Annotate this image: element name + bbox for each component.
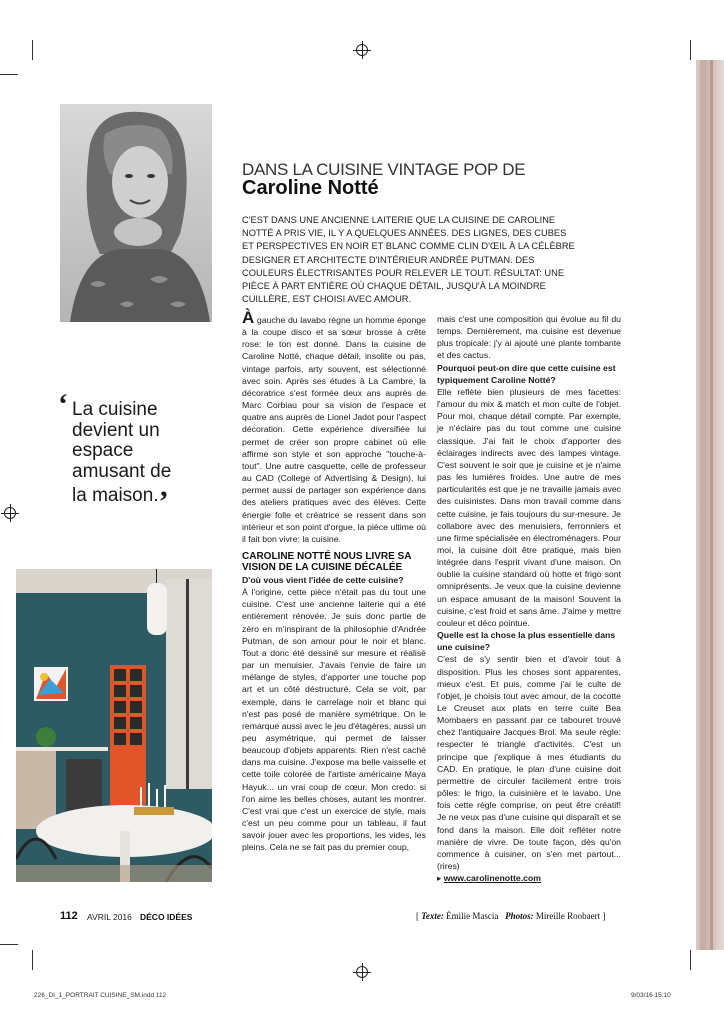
- page-number: 112: [60, 910, 78, 922]
- crop-mark: [0, 944, 18, 945]
- credits-text-author: Émilie Mascia: [446, 911, 499, 921]
- body-column-2: [437, 313, 621, 884]
- pull-quote-text: La cuisine devient un espace amusant de la maison.: [72, 399, 172, 506]
- interview-answer: mais c'est une composition qui évolue au fil du temps. Dernièrement, ma cuisine est devenue plus tropicale: j'y ai ajouté une plante tombante et des cactus.: [437, 314, 621, 361]
- credits-photo-label: Photos:: [505, 911, 534, 921]
- credits-text-label: Texte:: [421, 911, 444, 921]
- print-slug-date: 9/03/16 15:10: [631, 992, 671, 999]
- crop-mark: [32, 950, 33, 970]
- quote-close-mark: ’: [158, 485, 169, 518]
- pull-quote: [58, 388, 190, 518]
- article-credits: [416, 911, 605, 921]
- credits-photo-author: Mireille Roobaert: [535, 911, 601, 921]
- drop-cap: À: [242, 308, 255, 327]
- quote-open-mark: ‘: [58, 388, 68, 421]
- kitchen-photo: [16, 569, 212, 882]
- crop-mark: [690, 40, 691, 60]
- body-paragraph: gauche du lavabo règne un homme éponge à la coupe disco et sa sœur brosse à crête rose: le ton est donné. Dans la cuisine de Caroline Notté, chaque détail, insolite ou pas, vintage parfois, arty souvent, est sélectionné avec soin. Après ses études à La Cambre, la décoratrice s'est formée deux ans auprès de Marc Corbiau pour sa vision de l'espace et quatre ans auprès de Lionel Jadot pour l'aspect décoration. Cette expérience diversifiée lui permet de créer son propre cabinet où elle affirme son style et son approche "touche-à-tout". Une autre casquette, celle de professeur au CAD (College of Advertising & Design), lui permet aussi de partager son expérience dans des ateliers pratiques avec des élèves. Cette énergie folle et créatrice se ressent dans son intérieur et son point d'orgue, la pièce ultime où il fait bon vivre: la cuisine.: [242, 315, 426, 544]
- crop-mark: [690, 950, 691, 970]
- arrow-icon: ▸: [437, 873, 442, 884]
- website-link[interactable]: www.carolinenotte.com: [443, 873, 541, 884]
- interview-question: D'où vous vient l'idée de cette cuisine?: [242, 574, 404, 585]
- issue-date: AVRIL 2016: [87, 912, 132, 922]
- credits-bracket-close: ]: [602, 911, 606, 921]
- article-intro: C'EST DANS UNE ANCIENNE LAITERIE QUE LA CUISINE DE CAROLINE NOTTÉ A PRIS VIE, IL Y A QUELQUES ANNÉES. DES LIGNES, DES CUBES ET PERSPECTIVES EN NOIR ET BLANC COMME CLIN D'ŒIL À LA CÉLÈBRE DESIGNER ET ARCHITECTE D'INTÉRIEUR ANDRÉE PUTMAN. DES COULEURS ÉLECTRISANTES POUR RELEVER LE TOUT. RÉSULTAT: UNE PIÈCE À PART ENTIÈRE OÙ CHAQUE DÉTAIL, JUSQU'À LA MOINDRE CUILLÈRE, EST CHOISI AVEC AMOUR.: [242, 215, 575, 305]
- interview-answer: À l'origine, cette pièce n'était pas du tout une cuisine. C'est une ancienne laiterie qui a été entièrement rénovée. Je suis donc partie de zéro en m'inspirant de la philosophie d'Andrée Putman, de son amour pour le noir et blanc. Tout a donc été dessiné sur mesure et réalisé par un menuisier. J'avais l'envie de faire un mélange de styles, d'apporter une touche pop art et un côté déstructuré. Cela se voit, par exemple, dans le carrelage noir et blanc qui n'est pas posé de manière symétrique. On le remarque aussi avec le jeu d'étagères, aussi un peu asymétrique, qui permet de laisser beaucoup d'objets apparents. Rien n'est caché dans ma cuisine. J'expose ma belle vaisselle et cette toile colorée de l'artiste américaine Maya Hayuk... un vrai coup de cœur. Mon credo: si l'on aime les belles choses, autant les montrer. C'est vrai que c'est un exercice de style, mais c'est un peu comme pour un tableau, il faut savoir jouer avec les proportions, les vides, les pleins. Cela ne se fait pas du premier coup,: [242, 587, 426, 853]
- registration-mark-icon: [356, 44, 368, 56]
- credits-bracket-open: [: [416, 911, 419, 921]
- interview-question: Quelle est la chose la plus essentielle dans une cuisine?: [437, 630, 616, 653]
- interview-answer: Elle reflète bien plusieurs de mes facettes: l'amour du mix & match et mon culte de l'objet. Pour moi, chaque détail compte. Par exemple, je n'éclaire pas du tout comme une cuisine classique. J'ai fait le choix d'apporter des éclairages indirects avec des lampes vintage. C'est souvent le soir que je cuisine et je n'aime pas les lumières froides. Une autre de mes particularités est que je ne travaille jamais avec des cuisinistes. Dans mon travail comme dans cette cuisine, je fais toujours du sur-mesure. Je collabore avec des menuisiers, ferronniers et une firme spécialisée en électroménagers. Pour moi, la cuisine doit être pratique, mais bien intégrée dans l'esprit vivant d'une maison. On oublie la cuisine standard où hotte et frigo sont omniprésents. Je veux que la cuisine devienne un espace amusant de la maison! Souvent la cuisine, c'est froid et sans âme. J'aime y mettre couleur et déco pointue.: [437, 386, 621, 628]
- crop-mark: [0, 74, 18, 75]
- portrait-photo: [60, 104, 212, 322]
- print-slug-file: 226_DI_1_PORTRAIT CUISINE_SM.indd 112: [34, 992, 167, 999]
- magazine-name: DÉCO IDÉES: [140, 912, 193, 922]
- interview-answer: C'est de s'y sentir bien et d'avoir tout à disposition. Plus les choses sont apparentes, mieux c'est. Et puis, comme j'ai le culte de l'objet, je choisis tout avec amour, de la cocotte Le Creuset aux plats en terre cuite Bea Mombaers en passant par ce tabouret trouvé chez l'antiquaire Jacques Brol. Ma seule règle: respecter le triangle d'activités. C'est un principe que j'explique à mes étudiants du CAD. En pratique, le plan d'une cuisine doit permettre de circuler facilement entre trois pôles: le frigo, la cuisinière et le lavabo. Une fois cette règle comprise, on peut être créatif! Je ne veux pas d'une cuisine qui disparaît et se fond dans la maison. Elle doit refléter notre manière de vivre. De toute façon, dès qu'on commence à cuisiner, on s'en met partout... (rires): [437, 654, 621, 872]
- registration-mark-icon: [4, 507, 16, 519]
- adjacent-page-bleed: [696, 60, 724, 950]
- body-column-1: [242, 308, 426, 854]
- interview-question: Pourquoi peut-on dire que cette cuisine est typiquement Caroline Notté?: [437, 362, 616, 385]
- crop-mark: [32, 40, 33, 60]
- article-title: Caroline Notté: [242, 177, 379, 199]
- article-kicker: DANS LA CUISINE VINTAGE POP DE: [242, 160, 526, 179]
- registration-mark-icon: [356, 966, 368, 978]
- section-subhead: CAROLINE NOTTÉ NOUS LIVRE SA VISION DE LA CUISINE DÉCALÉE: [242, 550, 412, 574]
